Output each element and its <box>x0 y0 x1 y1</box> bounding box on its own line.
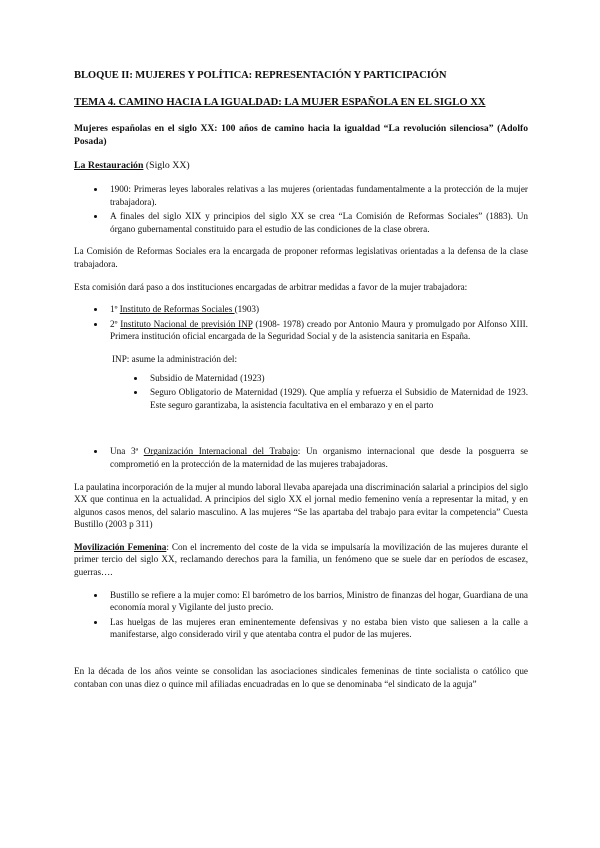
restauracion-label: La Restauración <box>74 160 144 171</box>
list-item-instituto-reformas <box>106 303 528 316</box>
paragraph-laboral: La paulatina incorporación de la mujer al mundo laboral llevaba aparejada una discriminación salarial a principios del siglo XX que continua en la actualidad. A principios del siglo XX el jornal medio femenino venía a representar la mitad, y en algunos casos menos, del salario masculino. A las mujeres “Se las apartaba del trabajo para evitar la competencia” Cuesta Bustillo (2003 p 311) <box>74 481 528 530</box>
paragraph-instituciones: Esta comisión dará paso a dos instituciones encargadas de arbitrar medidas a favor de la mujer trabajadora: <box>74 281 468 292</box>
instituciones-list <box>74 303 528 343</box>
document-subtitle: Mujeres españolas en el siglo XX: 100 años de camino hacia la igualdad “La revolución silenciosa” (Adolfo Posada) <box>74 123 528 147</box>
list-item: • A finales del siglo XIX y principios del siglo XX se crea “La Comisión de Reformas Sociales” (1883). Un órgano gubernamental constituido para el estudio de las condiciones de la clase obrera. <box>106 210 528 235</box>
movilizacion-list <box>74 589 528 641</box>
restauracion-list <box>74 183 528 235</box>
list-item: • Seguro Obligatorio de Maternidad (1929). Que amplía y refuerza el Subsidio de Maternidad de 1923. Este seguro garantizaba, la asistencia facultativa en el embarazo y en el parto <box>146 386 528 411</box>
list-item-oit <box>106 445 528 470</box>
movilizacion-label: Movilización Femenina <box>74 541 167 552</box>
movilizacion-text: : Con el incremento del coste de la vida se impulsaría la movilización de las mujeres durante el primer tercio del siglo XX, reclamando derechos para la familia, un fenómeno que se suele dar en períodos de escasez, guerras…. <box>74 541 529 578</box>
list-item: • 1900: Primeras leyes laborales relativas a las mujeres (orientadas fundamentalmente a la protección de la mujer trabajadora). <box>106 183 528 208</box>
inp-link[interactable]: Instituto Nacional de previsión INP <box>120 318 253 329</box>
spacer <box>74 423 528 445</box>
list-item: • Las huelgas de las mujeres eran eminentemente defensivas y no estaba bien visto que saliesen a la calle a manifestarse, algo considerado viril y que atentaba contra el pudor de las mujeres. <box>106 616 528 641</box>
item-suffix: (1903) <box>234 304 260 315</box>
inp-sublist <box>74 372 528 412</box>
item-prefix: Una 3ª <box>110 446 144 457</box>
paragraph-comision: La Comisión de Reformas Sociales era la encargada de proponer reformas legislativas orientadas a la defensa de la clase trabajadora. <box>74 246 528 269</box>
item-prefix: 1º <box>110 304 120 315</box>
paragraph-final: En la década de los años veinte se consolidan las asociaciones sindicales femeninas de tinte socialista o católico que contaban con unas diez o quince mil afiliadas encuadradas en lo que se denominaba “el sindicato de la aguja” <box>74 666 528 689</box>
paragraph-movilizacion <box>74 541 528 579</box>
list-item-inp <box>106 318 528 343</box>
oit-list <box>74 445 528 470</box>
restauracion-heading <box>74 160 528 171</box>
list-item: • Bustillo se refiere a la mujer como: El barómetro de los barrios, Ministro de finanzas del hogar, Guardiana de una economía moral y Vigilante del justo precio. <box>106 589 528 614</box>
restauracion-suffix: (Siglo XX) <box>143 160 190 171</box>
tema-title: TEMA 4. CAMINO HACIA LA IGUALDAD: LA MUJER ESPAÑOLA EN EL SIGLO XX <box>74 97 486 108</box>
bloque-title: BLOQUE II: MUJERES Y POLÍTICA: REPRESENTACIÓN Y PARTICIPACIÓN <box>74 70 447 81</box>
oit-link[interactable]: Organización Internacional del Trabajo <box>143 446 298 457</box>
list-item: • Subsidio de Maternidad (1923) <box>146 372 528 385</box>
item-suffix: (1908- 1978) creado por Antonio Maura y promulgado por Alfonso XIII. Primera institución oficial encargada de la Seguridad Social y de la asistencia sanitaria en España. <box>110 318 528 342</box>
inp-text: INP: asume la administración del: <box>112 353 238 364</box>
instituto-reformas-link[interactable]: Instituto de Reformas Sociales <box>119 304 235 315</box>
item-suffix: : Un organismo internacional que desde la posguerra se comprometió en la protección de la maternidad de las mujeres trabajadoras. <box>110 446 528 469</box>
spacer <box>74 651 528 665</box>
item-prefix: 2º <box>110 318 121 329</box>
